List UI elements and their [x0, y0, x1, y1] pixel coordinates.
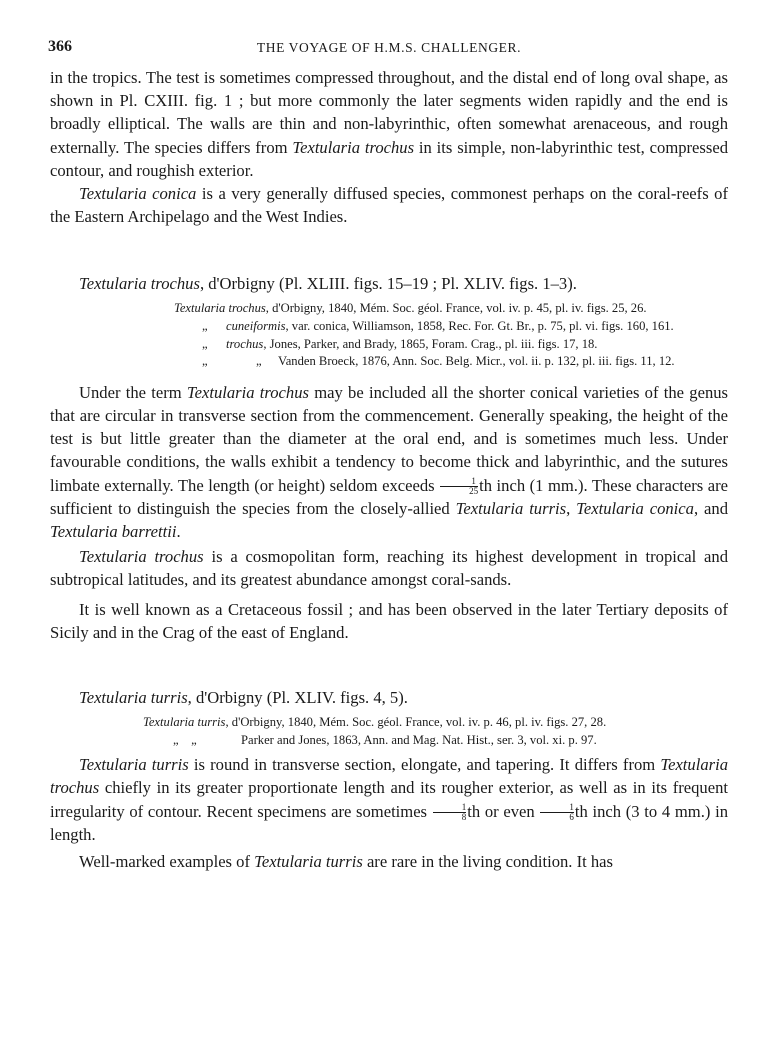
intro-paragraph-conica: Textularia conica is a very generally diffused species, commonest perhaps on the coral-reefs of the Eastern Archipelago and the West Indies. [50, 184, 728, 227]
synonymy-entry: „ „ Parker and Jones, 1863, Ann. and Mag. Nat. Hist., ser. 3, vol. xi. p. 97. [173, 732, 597, 747]
species-heading-turris: Textularia turris, d'Orbigny (Pl. XLIV. figs. 4, 5). [79, 688, 408, 708]
synonymy-entry: „ „ Vanden Broeck, 1876, Ann. Soc. Belg. Micr., vol. ii. p. 132, pl. iii. figs. 11, 12. [202, 354, 675, 369]
species-heading-trochus: Textularia trochus, d'Orbigny (Pl. XLIII. figs. 15–19 ; Pl. XLIV. figs. 1–3). [79, 274, 577, 294]
body-paragraph: Well-marked examples of Textularia turris are rare in the living condition. It has [79, 852, 614, 872]
synonymy-turris [143, 714, 728, 749]
fraction: $\frac{1}{25}$ [440, 477, 478, 496]
page-number: 366 [48, 38, 72, 55]
synonymy-entry: Textularia trochus, d'Orbigny, 1840, Mém. Soc. géol. France, vol. iv. p. 45, pl. iv. figs. 25, 26. [174, 301, 647, 316]
body-paragraph: Textularia turris is round in transverse section, elongate, and tapering. It differs from Textularia trochus chiefly in its greater proportionate length and its rougher exterior, as well as in its frequent irregularity of contour. Recent specimens are sometimes $\frac{1}{8}$ th or even $\frac{1}{6}$ th inch (3 to 4 mm.) in length. [50, 755, 728, 844]
page-header [50, 38, 728, 62]
synonymy-entry: „ cuneiformis, var. conica, Williamson, 1858, Rec. For. Gt. Br., p. 75, pl. vi. figs. 160, 161. [202, 319, 674, 334]
synonymy-trochus [174, 300, 728, 370]
running-head: THE VOYAGE OF H.M.S. CHALLENGER. [256, 40, 522, 55]
synonymy-entry: „ trochus, Jones, Parker, and Brady, 1865, Foram. Crag., pl. iii. figs. 17, 18. [202, 336, 598, 351]
document-page [50, 38, 728, 873]
body-paragraph: It is well known as a Cretaceous fossil ; and has been observed in the later Tertiary deposits of Sicily and in the Crag of the east of England. [50, 599, 728, 642]
fraction: $\frac{1}{8}$ [433, 803, 467, 822]
fraction: $\frac{1}{6}$ [540, 803, 574, 822]
body-paragraph: Under the term Textularia trochus may be included all the shorter conical varieties of the genus that are circular in transverse section from the commencement. Generally speaking, the height of the test is but little greater than the diameter at the oral end, and is sometimes much less. Under favourable conditions, the walls exhibit a tendency to become thick and labyrinthic, and the sutures limbate externally. The length (or height) seldom exceeds $\frac{1}{25}$ th inch (1 mm.). These characters are sufficient to distinguish the species from the closely-allied Textularia turris, Textularia conica, and Textularia barrettii. [50, 382, 729, 542]
body-paragraph: Textularia trochus is a cosmopolitan form, reaching its highest development in tropical and subtropical latitudes, and its greatest abundance amongst coral-sands. [50, 547, 728, 590]
intro-paragraph: in the tropics. The test is sometimes compressed throughout, and the distal end of long oval shape, as shown in Pl. CXIII. fig. 1 ; but more commonly the later segments widen rapidly and the end is broadly elliptical. The walls are thin and non-labyrinthic, often somewhat arenaceous, and rough externally. The species differs from Textularia trochus in its simple, non-labyrinthic test, compressed contour, and roughish exterior. [50, 68, 728, 180]
synonymy-entry: Textularia turris, d'Orbigny, 1840, Mém. Soc. géol. France, vol. iv. p. 46, pl. iv. figs. 27, 28. [143, 715, 607, 730]
